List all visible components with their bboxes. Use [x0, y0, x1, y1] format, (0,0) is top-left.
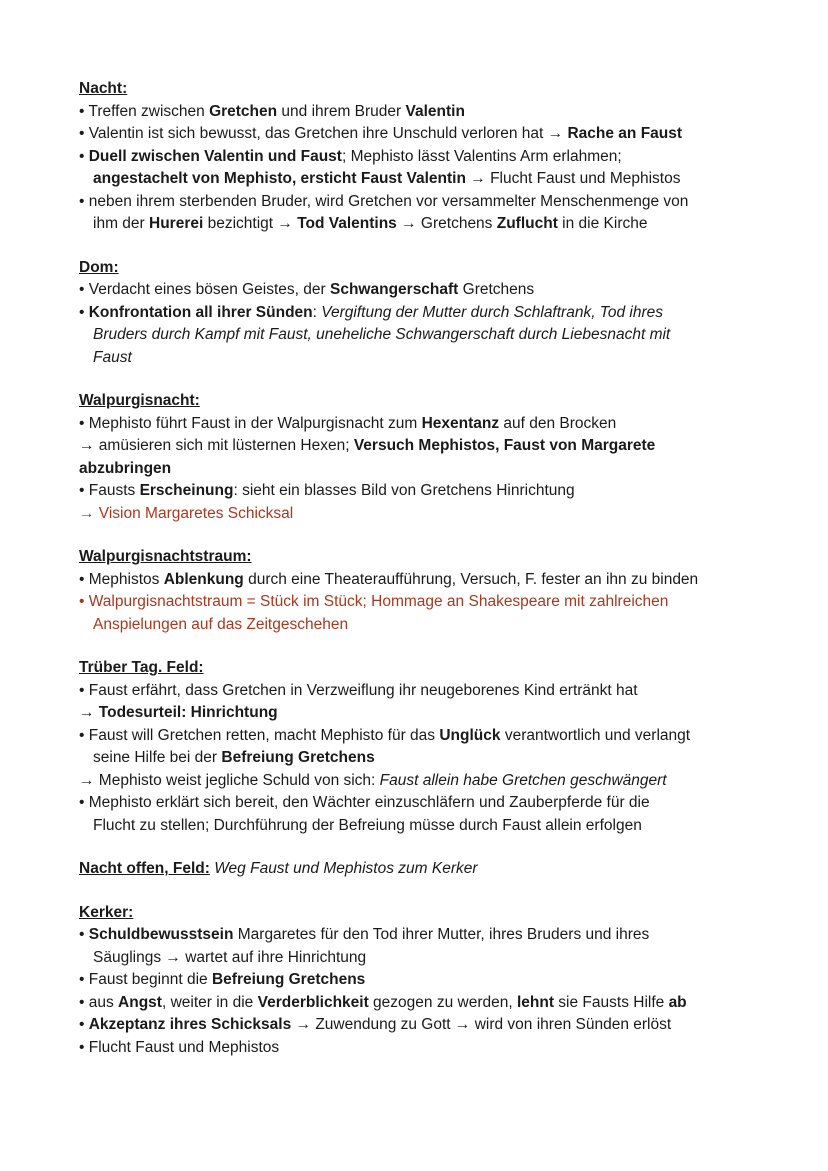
bold-text: Unglück — [439, 726, 501, 744]
bullet-continuation — [79, 213, 768, 236]
section-heading-line — [79, 858, 768, 881]
bullet-item — [79, 1037, 768, 1060]
bullet-item — [79, 279, 768, 302]
italic-text: Faust allein habe Gretchen geschwängert — [379, 771, 667, 789]
bullet-item — [79, 146, 768, 169]
text-line — [79, 458, 768, 481]
bold-text: Gretchen — [209, 102, 278, 120]
text: und ihrem Bruder — [277, 102, 406, 120]
bold-text: Schwangerschaft — [330, 281, 459, 298]
section-heading-line — [79, 657, 768, 680]
bold-text: Valentin — [405, 102, 465, 120]
text: sie Fausts Hilfe — [554, 993, 669, 1011]
section-heading-line — [79, 390, 768, 413]
text-line — [79, 702, 768, 725]
bullet-continuation — [79, 815, 768, 838]
text: : sieht ein blasses Bild von Gretchens Hinrichtung — [233, 482, 575, 499]
text: Fausts — [88, 482, 140, 499]
bullet-item — [79, 123, 768, 146]
italic-text: Bruders durch Kampf mit Faust, uneheliche Schwangerschaft durch Liebesnacht mit — [93, 326, 671, 343]
text: → Gretchens — [396, 215, 497, 232]
bullet-marker: • — [79, 147, 89, 165]
bullet-marker: • — [79, 593, 89, 610]
bullet-continuation — [79, 747, 768, 770]
bold-text: Duell zwischen Valentin und Faust — [88, 147, 342, 165]
bullet-item — [79, 302, 768, 325]
text: → Zuwendung zu Gott → wird von ihren Sünden erlöst — [291, 1016, 672, 1033]
text: → amüsieren sich mit lüsternen Hexen; — [79, 437, 354, 454]
section-heading: Nacht offen, Feld: — [79, 860, 210, 877]
bold-text: Tod Valentins — [297, 215, 397, 232]
text: : — [312, 303, 322, 321]
bullet-item — [79, 792, 768, 815]
bold-text: Erscheinung — [139, 482, 234, 499]
text: → Flucht Faust und Mephistos — [465, 170, 681, 187]
bullet-continuation — [79, 324, 768, 347]
bullet-item — [79, 569, 768, 592]
bullet-item — [79, 591, 768, 614]
bold-text: Konfrontation all ihrer Sünden — [88, 303, 313, 321]
bullet-continuation — [79, 947, 768, 970]
bullet-continuation — [79, 168, 768, 191]
italic-text: Faust — [93, 348, 132, 366]
bullet-marker: • — [79, 303, 89, 321]
text: Verdacht eines bösen Geistes, der — [88, 281, 330, 298]
section-heading-line — [79, 902, 768, 925]
text: Faust beginnt die — [88, 971, 212, 988]
text: seine Hilfe bei der — [93, 749, 222, 766]
section — [79, 902, 768, 1060]
bold-text: lehnt — [516, 993, 554, 1011]
bullet-continuation — [79, 347, 768, 370]
bullet-marker: • — [79, 570, 89, 588]
text: Faust erfährt, dass Gretchen in Verzweiflung ihr neugeborenes Kind ertränkt hat — [88, 681, 638, 699]
section — [79, 257, 768, 370]
bold-text: Versuch Mephistos, Faust von Margarete — [353, 437, 656, 454]
section-heading: Trüber Tag. Feld: — [79, 659, 204, 676]
text: Faust will Gretchen retten, macht Mephisto für das — [88, 726, 440, 744]
italic-text: Vergiftung der Mutter durch Schlaftrank, Tod ihres — [321, 303, 663, 321]
text: Walpurgisnachtstraum = Stück im Stück; Hommage an Shakespeare mit zahlreichen — [88, 593, 669, 610]
bullet-marker: • — [79, 125, 89, 142]
section — [79, 546, 768, 636]
text: in die Kirche — [557, 215, 648, 232]
bold-text: Ablenkung — [163, 570, 244, 588]
section-heading-line — [79, 78, 768, 101]
text-line — [79, 770, 768, 793]
bold-text: Hexentanz — [421, 414, 500, 432]
bold-text: → Todesurteil: Hinrichtung — [79, 704, 278, 721]
bullet-item — [79, 480, 768, 503]
text: durch eine Theateraufführung, Versuch, F. fester an ihn zu binden — [243, 570, 699, 588]
section-heading: Walpurgisnachtstraum: — [79, 548, 252, 565]
bullet-item — [79, 413, 768, 436]
text: bezichtigt → — [203, 215, 298, 232]
text: Säuglings → wartet auf ihre Hinrichtung — [93, 948, 367, 966]
bold-text: Akzeptanz ihres Schicksals — [88, 1016, 292, 1033]
text-line — [79, 435, 768, 458]
bullet-marker: • — [79, 102, 89, 120]
text: ihm der — [93, 215, 149, 232]
text: Valentin ist sich bewusst, das Gretchen ihre Unschuld verloren hat → — [88, 125, 568, 142]
bullet-marker: • — [79, 926, 89, 943]
bold-text: Rache an Faust — [567, 125, 683, 142]
bullet-item — [79, 680, 768, 703]
bullet-item — [79, 725, 768, 748]
text: Anspielungen auf das Zeitgeschehen — [93, 615, 349, 633]
bullet-marker: • — [79, 281, 89, 298]
section-heading-line — [79, 546, 768, 569]
section-heading: Dom: — [79, 258, 119, 276]
text: Treffen zwischen — [88, 102, 210, 120]
bullet-item — [79, 924, 768, 947]
text: Margaretes für den Tod ihrer Mutter, ihres Bruders und ihres — [233, 926, 650, 943]
bold-text: Befreiung Gretchens — [211, 971, 366, 988]
bold-text: Angst — [118, 993, 162, 1011]
text: Flucht zu stellen; Durchführung der Befreiung müsse durch Faust allein erfolgen — [93, 816, 642, 834]
bullet-continuation — [79, 614, 768, 637]
bold-text: Hurerei — [149, 215, 204, 232]
bullet-marker: • — [79, 971, 89, 988]
text: ; Mephisto lässt Valentins Arm erlahmen; — [341, 147, 622, 165]
section — [79, 390, 768, 525]
bullet-item — [79, 101, 768, 124]
bold-text: angestachelt von Mephisto, ersticht Faust Valentin — [93, 170, 466, 187]
text: verantwortlich und verlangt — [500, 726, 691, 744]
bullet-item — [79, 969, 768, 992]
section-inline-text: Weg Faust und Mephistos zum Kerker — [214, 860, 478, 877]
bold-text: ab — [668, 993, 687, 1011]
section-heading: Kerker: — [79, 903, 134, 921]
bold-text: Verderblichkeit — [257, 993, 369, 1011]
bullet-marker: • — [79, 414, 89, 432]
text: gezogen zu werden, — [368, 993, 517, 1011]
text: neben ihrem sterbenden Bruder, wird Gretchen vor versammelter Menschenmenge von — [88, 192, 689, 210]
bullet-item — [79, 191, 768, 214]
text: , weiter in die — [161, 993, 258, 1011]
text: Flucht Faust und Mephistos — [88, 1038, 280, 1056]
text: Mephisto führt Faust in der Walpurgisnacht zum — [88, 414, 422, 432]
bold-text: Zuflucht — [496, 215, 558, 232]
text: aus — [88, 993, 119, 1011]
text-line — [79, 503, 768, 526]
bullet-marker: • — [79, 993, 89, 1011]
bullet-marker: • — [79, 794, 89, 811]
bullet-marker: • — [79, 482, 89, 499]
bullet-marker: • — [79, 726, 89, 744]
section-heading-line — [79, 257, 768, 280]
text: auf den Brocken — [499, 414, 617, 432]
section-heading: Walpurgisnacht: — [79, 392, 200, 409]
bullet-item — [79, 1014, 768, 1037]
text: → Mephisto weist jegliche Schuld von sich: — [79, 771, 380, 789]
section — [79, 858, 768, 881]
text: → Vision Margaretes Schicksal — [79, 504, 294, 522]
bold-text: Befreiung Gretchens — [221, 749, 375, 766]
section — [79, 657, 768, 837]
text: Gretchens — [458, 281, 535, 298]
bullet-marker: • — [79, 1038, 89, 1056]
bullet-item — [79, 992, 768, 1015]
text: Mephisto erklärt sich bereit, den Wächter einzuschläfern und Zauberpferde für die — [88, 794, 650, 811]
bold-text: Schuldbewusstsein — [88, 926, 234, 943]
bullet-marker: • — [79, 1016, 89, 1033]
text: Mephistos — [88, 570, 164, 588]
bullet-marker: • — [79, 681, 89, 699]
bold-text: abzubringen — [79, 459, 172, 477]
section — [79, 78, 768, 236]
bullet-marker: • — [79, 192, 89, 210]
section-heading: Nacht: — [79, 80, 128, 97]
